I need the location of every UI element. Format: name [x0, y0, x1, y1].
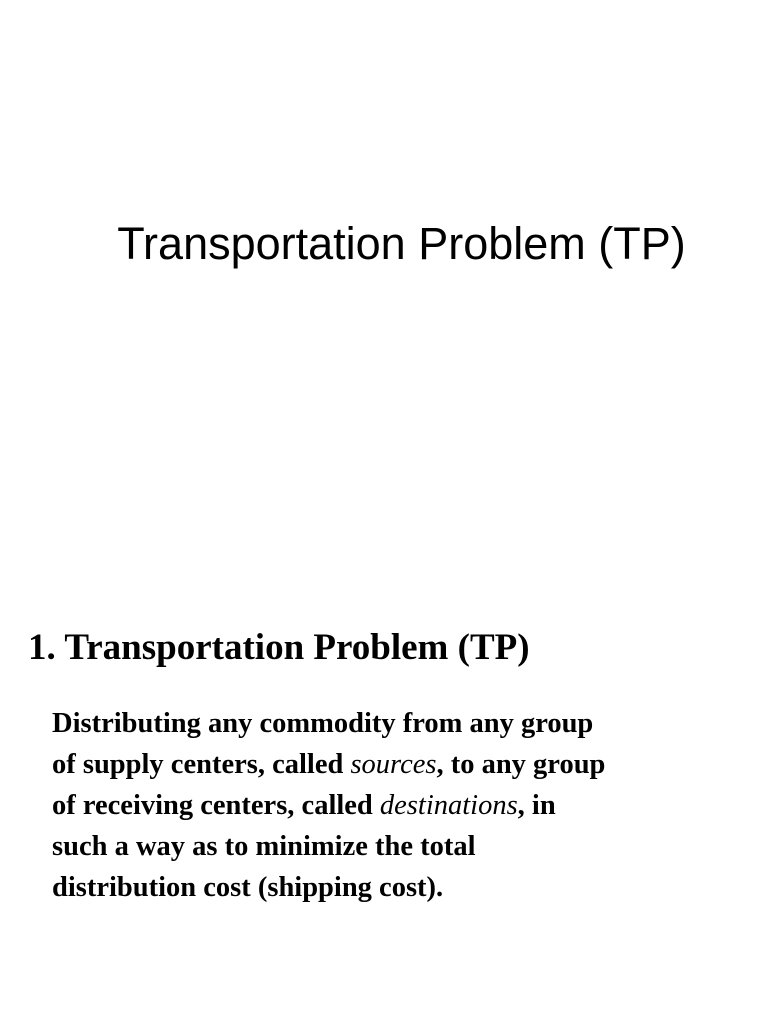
definition-paragraph	[52, 703, 752, 908]
definition-line-2	[52, 744, 752, 785]
definition-line-3-start: of receiving centers, called	[52, 790, 380, 821]
definition-line-4: such a way as to minimize the total	[52, 831, 476, 862]
section-heading: 1. Transportation Problem (TP)	[28, 627, 530, 668]
definition-line-3-end: , in	[517, 790, 556, 821]
term-destinations: destinations	[379, 790, 518, 821]
term-sources: sources	[350, 749, 437, 780]
definition-line-3	[52, 785, 752, 826]
slide-title: Transportation Problem (TP)	[117, 218, 686, 269]
definition-line-1: Distributing any commodity from any group	[52, 708, 594, 739]
definition-line-2-start: of supply centers, called	[52, 749, 351, 780]
definition-line-5: distribution cost (shipping cost).	[52, 872, 444, 903]
definition-line-2-end: , to any group	[436, 749, 606, 780]
